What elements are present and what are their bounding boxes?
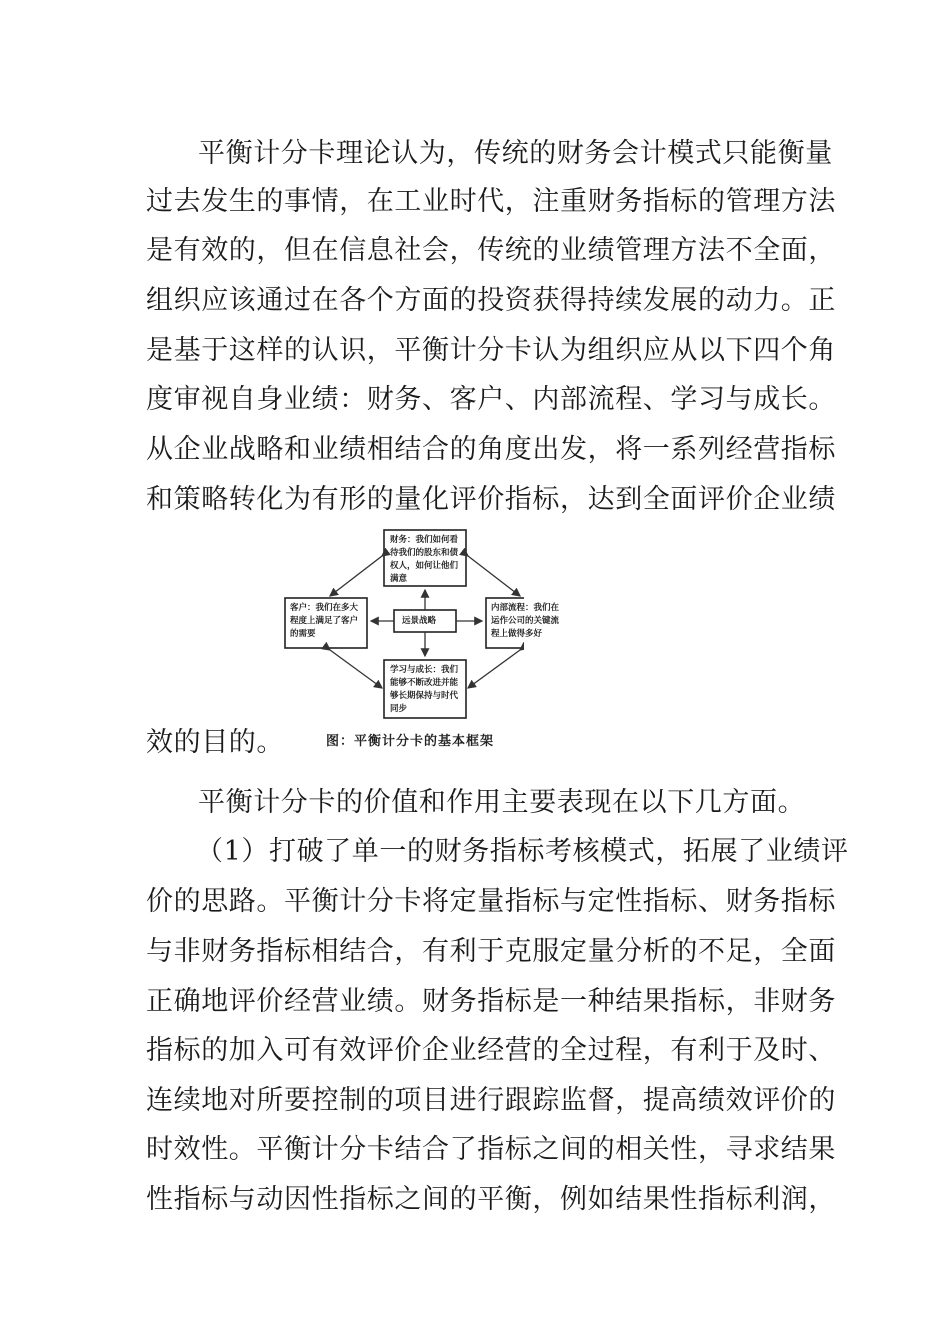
text-line: 是基于这样的认识，平衡计分卡认为组织应从以下四个角 (146, 335, 836, 366)
bsc-framework-diagram (280, 520, 560, 760)
text-line: 时效性。平衡计分卡结合了指标之间的相关性，寻求结果 (146, 1134, 836, 1165)
text-line: 价的思路。平衡计分卡将定量指标与定性指标、财务指标 (146, 886, 836, 917)
text-line: 效的目的。 (146, 727, 284, 758)
text-line: 和策略转化为有形的量化评价指标，达到全面评价企业绩 (146, 484, 836, 515)
text-line: 性指标与动因性指标之间的平衡，例如结果性指标利润， (146, 1184, 836, 1215)
text-line: 指标的加入可有效评价企业经营的全过程，有利于及时、 (146, 1035, 836, 1066)
text-line: 正确地评价经营业绩。财务指标是一种结果指标，非财务 (146, 986, 836, 1017)
center-box-text: 远景战略 (402, 616, 437, 626)
learning-box-text: 学习与成长：我们能够不断改进并能够长期保持与时代同步 (390, 665, 459, 714)
text-line: 连续地对所要控制的项目进行跟踪监督，提高绩效评价的 (146, 1085, 836, 1116)
text-line: 过去发生的事情，在工业时代，注重财务指标的管理方法 (146, 186, 836, 217)
process-box-text: 内部流程：我们在运作公司的关键流程上做得多好 (491, 603, 560, 639)
text-line: 组织应该通过在各个方面的投资获得持续发展的动力。正 (146, 285, 836, 316)
text-line: （1）打破了单一的财务指标考核模式，拓展了业绩评 (196, 836, 849, 867)
finance-box-text: 财务：我们如何看待我们的股东和债权人，如何让他们满意 (390, 535, 459, 584)
text-line: 平衡计分卡理论认为，传统的财务会计模式只能衡量 (198, 138, 833, 169)
text-line: 与非财务指标相结合，有利于克服定量分析的不足，全面 (146, 936, 836, 967)
customer-box-text: 客户：我们在多大程度上满足了客户的需要 (290, 603, 359, 639)
text-line: 是有效的，但在信息社会，传统的业绩管理方法不全面， (146, 235, 836, 266)
text-line: 从企业战略和业绩相结合的角度出发，将一系列经营指标 (146, 434, 836, 465)
figure-caption: 图：平衡计分卡的基本框架 (326, 734, 495, 749)
text-line: 平衡计分卡的价值和作用主要表现在以下几方面。 (198, 787, 806, 818)
text-line: 度审视自身业绩：财务、客户、内部流程、学习与成长。 (146, 384, 836, 415)
